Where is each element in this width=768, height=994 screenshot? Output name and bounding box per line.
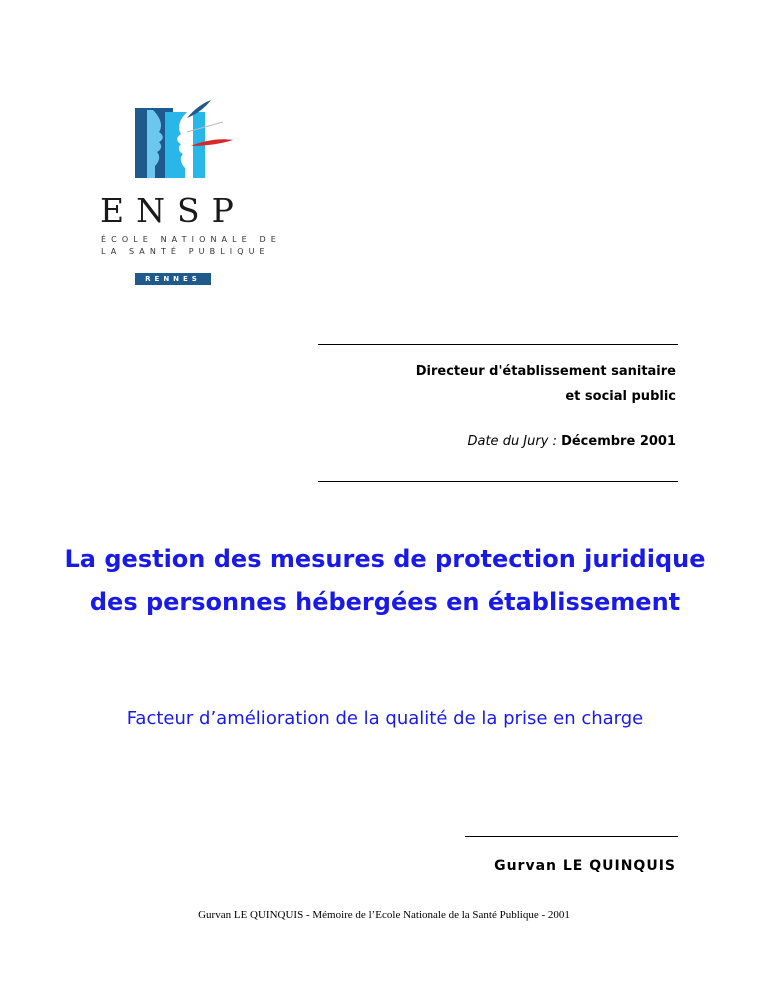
jury-date bbox=[467, 434, 676, 449]
divider-middle bbox=[318, 481, 678, 482]
thesis-subtitle: Facteur d’amélioration de la qualité de la prise en charge bbox=[126, 708, 644, 729]
divider-author bbox=[465, 836, 678, 837]
divider-top bbox=[318, 344, 678, 345]
degree-line2: et social public bbox=[565, 389, 676, 404]
author-name: Gurvan LE QUINQUIS bbox=[494, 858, 676, 874]
ensp-logo bbox=[100, 98, 281, 288]
jury-value: Décembre 2001 bbox=[561, 434, 676, 449]
ensp-acronym: ENSP bbox=[100, 191, 246, 230]
ensp-faces-icon bbox=[125, 98, 235, 188]
thesis-title: La gestion des mesures de protection juridique des personnes hébergées en établissement bbox=[64, 545, 706, 616]
jury-label: Date du Jury : bbox=[467, 434, 557, 449]
page-footer: Gurvan LE QUINQUIS - Mémoire de l’Ecole Nationale de la Santé Publique - 2001 bbox=[198, 909, 570, 921]
degree-line1: Directeur d'établissement sanitaire bbox=[415, 364, 676, 379]
school-name-line2: LA SANTÉ PUBLIQUE bbox=[101, 247, 270, 256]
school-name-line1: ÉCOLE NATIONALE DE bbox=[101, 235, 281, 244]
city-badge: RENNES bbox=[135, 273, 211, 285]
